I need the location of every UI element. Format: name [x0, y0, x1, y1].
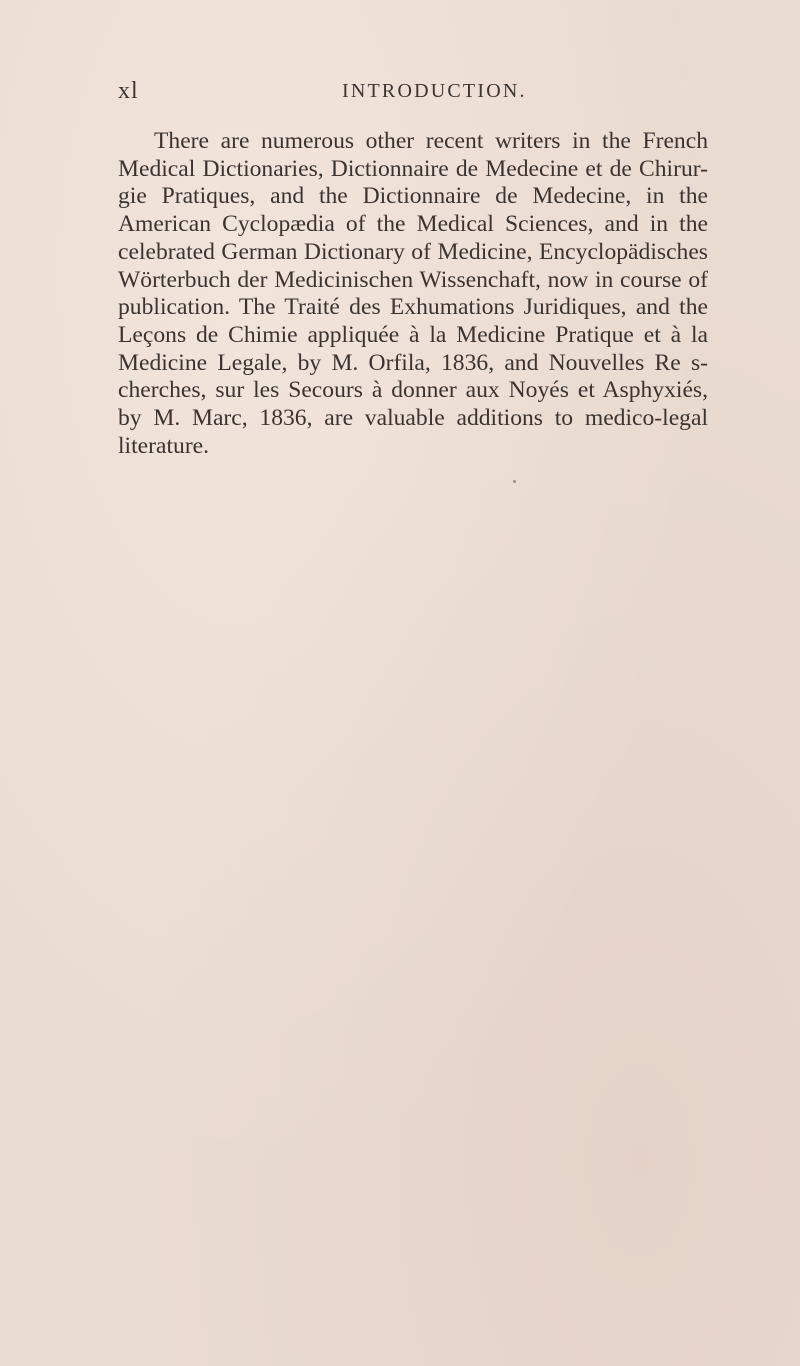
- running-title: INTRODUCTION.: [342, 80, 527, 102]
- body-paragraph: There are numerous other recent writers in the French Medical Dictionaries, Dictionnaire de Medecine et de Chirur-gie Pratiques, and the Dictionnaire de Medecine, in the American Cyclopædia of the Medical Sciences, and in the celebrated German Dictionary of Medicine, Encyclopädisches Wörterbuch der Medicinischen Wissenchaft, now in course of publication. The Traité des Exhumations Juridiques, and the Leçons de Chimie appliquée à la Medicine Pratique et à la Medicine Legale, by M. Orfila, 1836, and Nouvelles Re s-cherches, sur les Secours à donner aux Noyés et Asphyxiés, by M. Marc, 1836, are valuable additions to medico-legal literature.: [118, 128, 708, 459]
- page-header: [118, 78, 718, 110]
- page-number: xl: [118, 78, 139, 104]
- paper-speck: [513, 480, 516, 483]
